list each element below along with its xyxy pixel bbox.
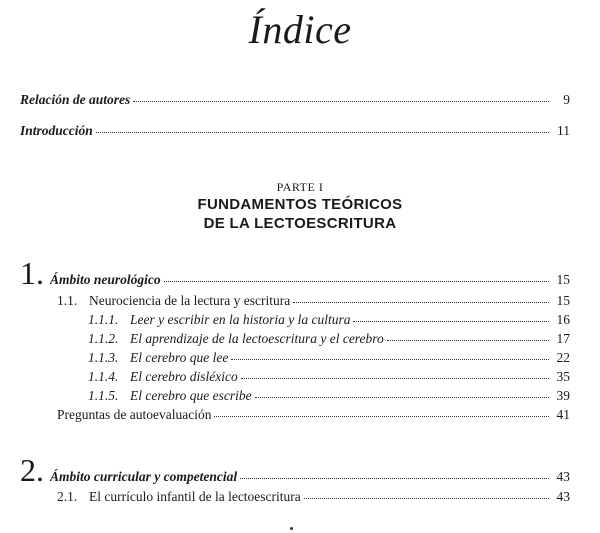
- section-page: 43: [556, 489, 570, 504]
- toc-entry-page: 9: [563, 92, 570, 107]
- leader-dots: [164, 280, 549, 282]
- section-page: 41: [556, 407, 570, 422]
- toc-subsection-1-1-3[interactable]: [88, 350, 570, 366]
- page-title: Índice: [248, 7, 352, 52]
- section-number: 1.1.: [57, 293, 78, 308]
- section-page: 15: [556, 293, 570, 308]
- toc-entry-introduction[interactable]: [20, 123, 570, 139]
- toc-subsection-1-1-2[interactable]: [88, 331, 570, 347]
- toc-self-assessment[interactable]: [57, 407, 570, 423]
- part-label: PARTE I: [276, 180, 324, 194]
- chapter-page: 15: [556, 272, 570, 287]
- leader-dots: [96, 131, 549, 133]
- chapter-number: 1.: [20, 255, 44, 291]
- subsection-title: El cerebro que escribe: [130, 388, 252, 403]
- subsection-title: Leer y escribir en la historia y la cultura: [130, 312, 351, 327]
- leader-dots: [231, 358, 549, 360]
- leader-dots: [304, 497, 549, 499]
- toc-entry-label: Introducción: [20, 123, 93, 138]
- leader-dots: [387, 339, 549, 341]
- leader-dots: [293, 301, 549, 303]
- subsection-number: 1.1.5.: [88, 388, 119, 403]
- subsection-title: El aprendizaje de la lectoescritura y el cerebro: [130, 331, 384, 346]
- toc-entry-page: 11: [557, 123, 570, 138]
- toc-subsection-1-1-4[interactable]: [88, 369, 570, 385]
- leader-dots: [240, 477, 549, 479]
- chapter-number: 2.: [20, 452, 44, 488]
- subsection-title: El cerebro que lee: [130, 350, 229, 365]
- subsection-number: 1.1.4.: [88, 369, 119, 384]
- subsection-number: 1.1.3.: [88, 350, 119, 365]
- section-title: El currículo infantil de la lectoescritura: [89, 489, 301, 504]
- leader-dots: [133, 100, 549, 102]
- chapter-page: 43: [556, 469, 570, 484]
- chapter-title: Ámbito neurológico: [50, 272, 161, 287]
- toc-entry-authors[interactable]: [20, 92, 570, 108]
- toc-chapter-2[interactable]: [20, 452, 570, 488]
- leader-dots: [353, 320, 549, 322]
- leader-dots: [241, 377, 549, 379]
- subsection-page: 39: [556, 388, 570, 403]
- section-title: Neurociencia de la lectura y escritura: [89, 293, 291, 308]
- leader-dots: [214, 415, 549, 417]
- part-title-line-1: FUNDAMENTOS TEÓRICOS: [197, 196, 403, 213]
- section-number: 2.1.: [57, 489, 78, 504]
- toc-chapter-1[interactable]: [20, 255, 570, 291]
- subsection-page: 16: [556, 312, 570, 327]
- subsection-page: 35: [556, 369, 570, 384]
- part-title-line-2: DE LA LECTOESCRITURA: [203, 215, 397, 232]
- subsection-page: 22: [556, 350, 570, 365]
- toc-subsection-1-1-5[interactable]: [88, 388, 570, 404]
- toc-section-2-1[interactable]: [57, 489, 570, 505]
- subsection-page: 17: [556, 331, 570, 346]
- page-mark: [290, 527, 293, 530]
- chapter-title: Ámbito curricular y competencial: [50, 469, 238, 484]
- section-title: Preguntas de autoevaluación: [57, 407, 212, 422]
- subsection-number: 1.1.1.: [88, 312, 119, 327]
- toc-entry-label: Relación de autores: [20, 92, 131, 107]
- toc-subsection-1-1-1[interactable]: [88, 312, 570, 328]
- subsection-title: El cerebro disléxico: [130, 369, 238, 384]
- toc-section-1-1[interactable]: [57, 293, 570, 309]
- leader-dots: [255, 396, 549, 398]
- subsection-number: 1.1.2.: [88, 331, 119, 346]
